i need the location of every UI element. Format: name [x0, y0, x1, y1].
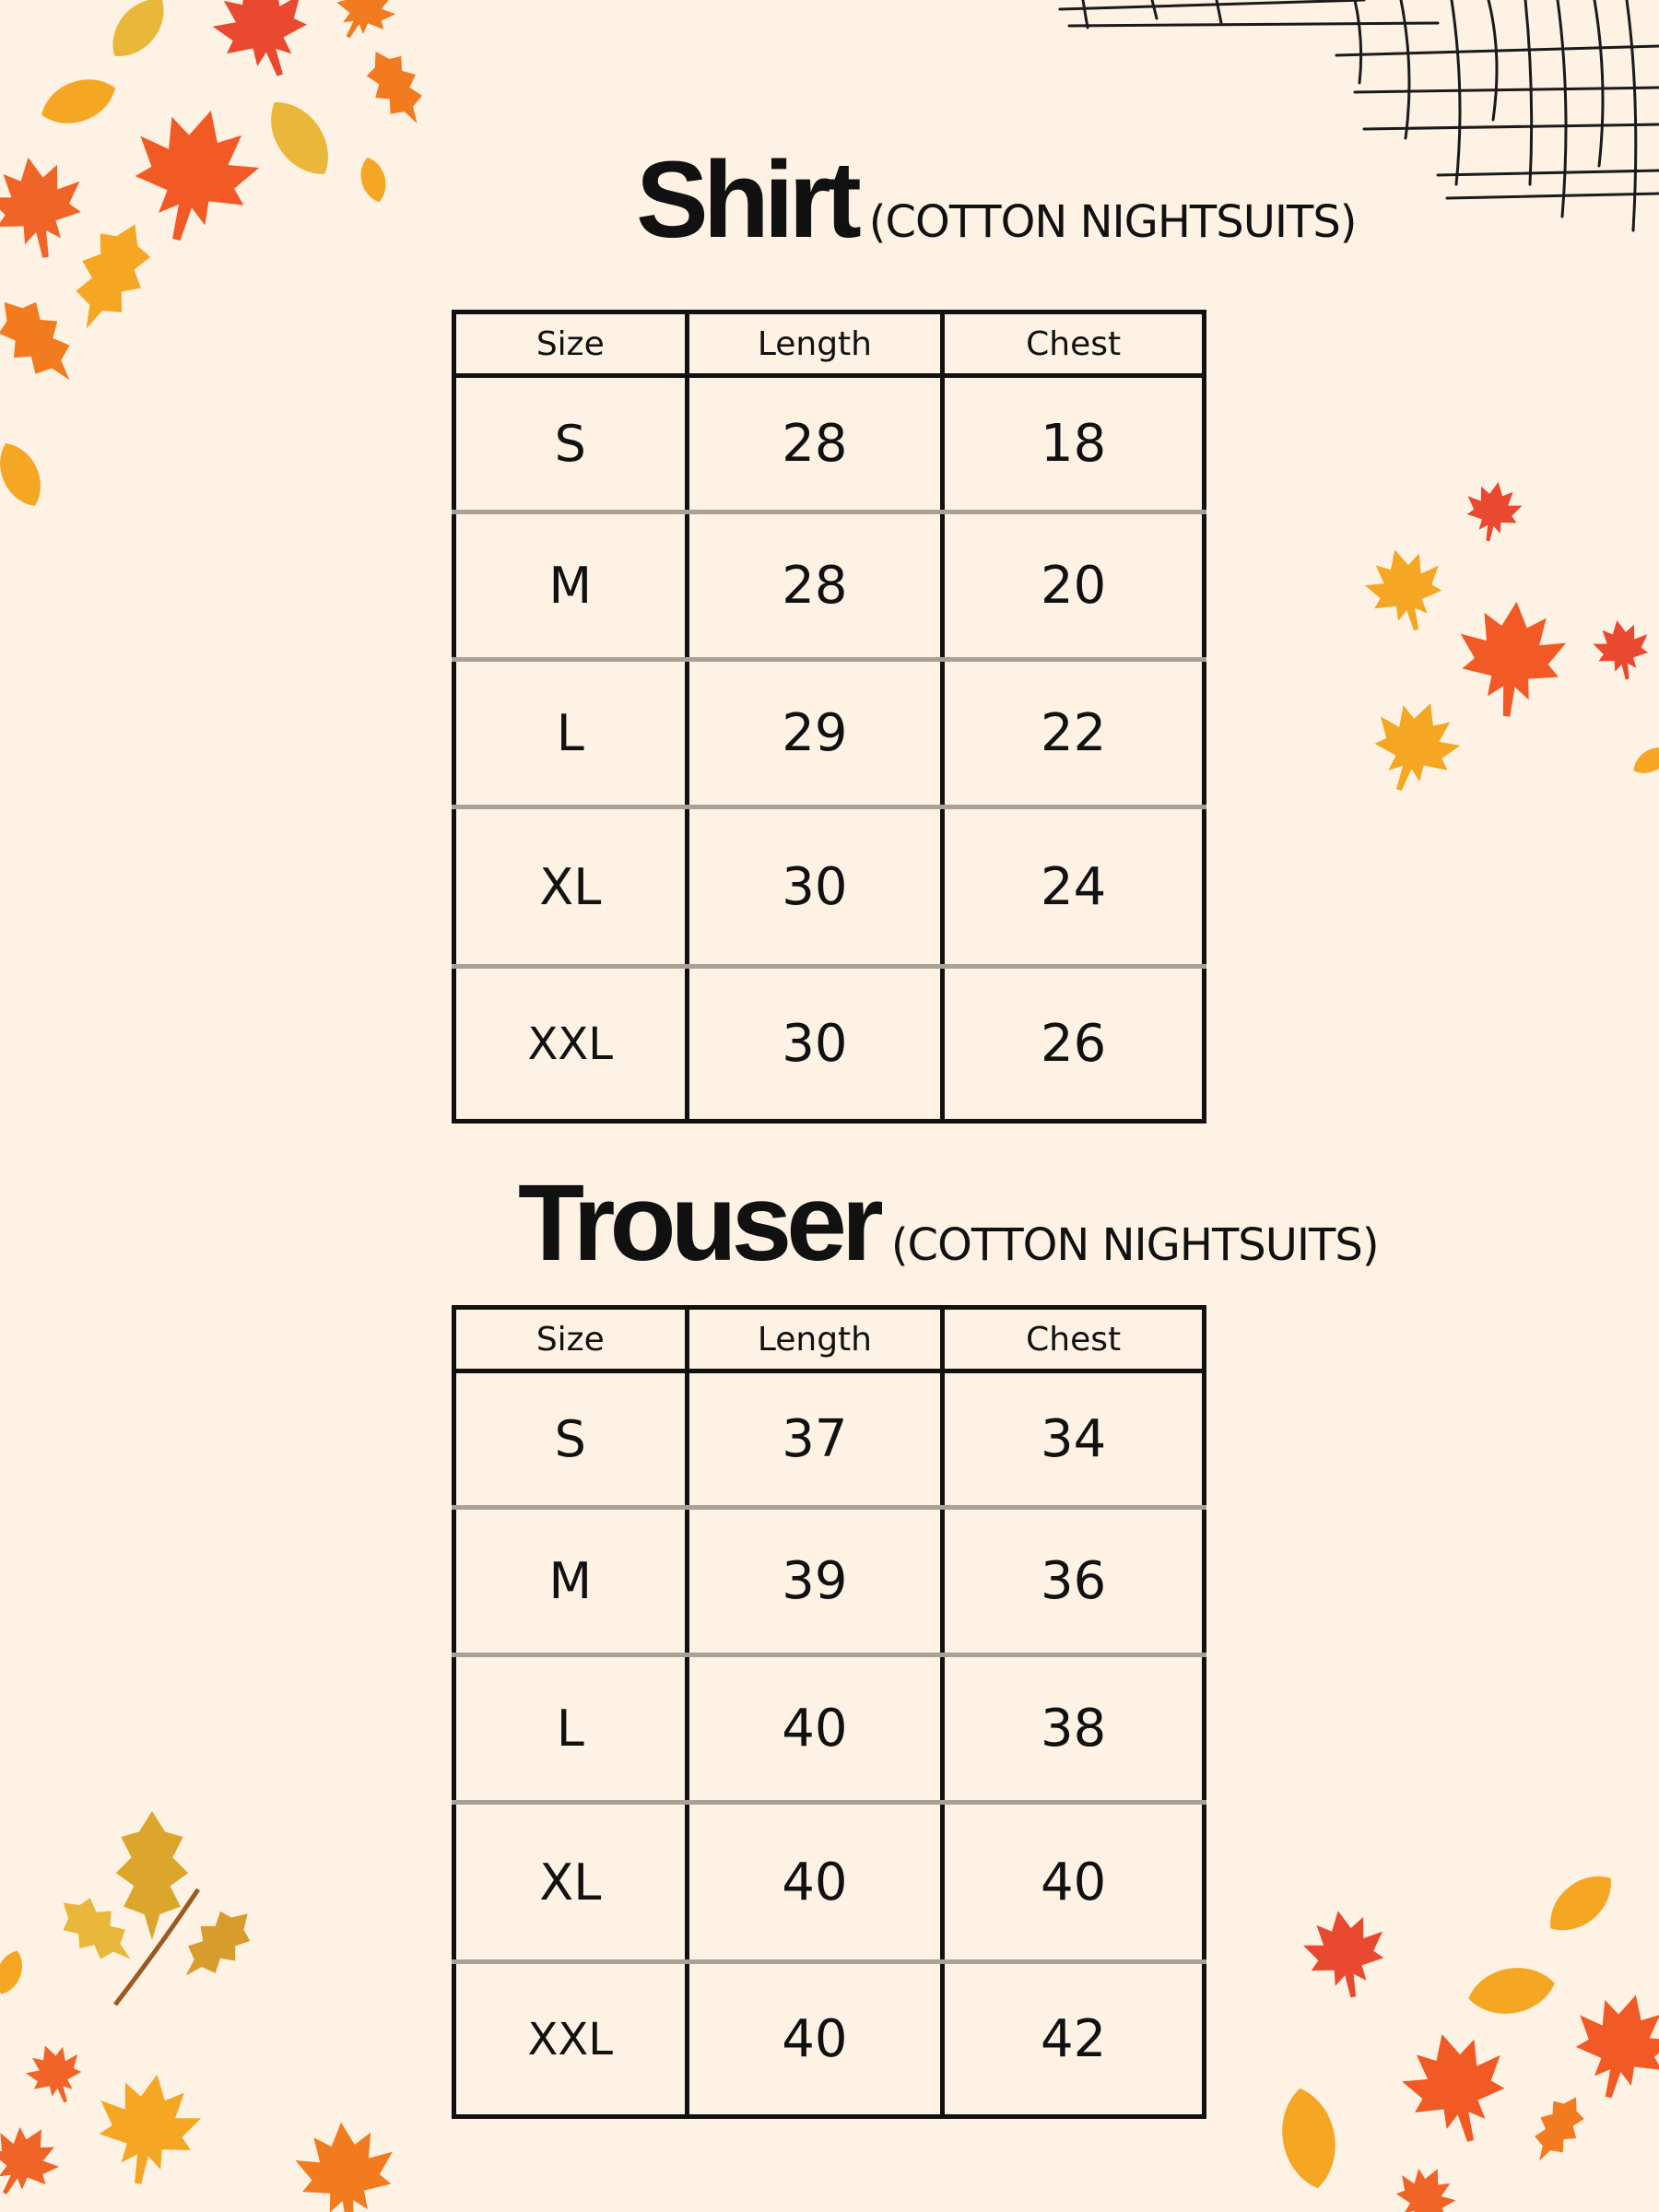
table-row [454, 807, 1205, 967]
shirt-size-table [452, 310, 1206, 1124]
chest-cell: 22 [943, 660, 1205, 807]
oval-leaf-icon [1538, 1863, 1624, 1944]
oval-leaf-icon [0, 436, 51, 513]
maple-leaf-icon [1461, 477, 1525, 546]
notch-leaf-icon [1522, 2087, 1594, 2171]
table-row [454, 1655, 1205, 1803]
length-cell: 40 [687, 1803, 943, 1962]
size-header: Size [454, 312, 688, 376]
maple-leaf-icon [19, 2036, 91, 2112]
oval-leaf-icon [1629, 741, 1659, 780]
maple-leaf-icon [1299, 1904, 1394, 2005]
oval-leaf-icon [256, 89, 343, 187]
size-cell: L [454, 660, 688, 807]
size-cell: XXL [454, 1962, 688, 2117]
size-cell: L [454, 1655, 688, 1803]
length-cell: 28 [687, 376, 943, 512]
oval-leaf-icon [356, 155, 391, 206]
maple-leaf-icon [0, 149, 91, 265]
shirt-title: Shirt [636, 139, 856, 261]
notch-leaf-icon [0, 284, 91, 398]
table-row [454, 1962, 1205, 2117]
chest-cell: 26 [1040, 1014, 1107, 1074]
chest-cell: 36 [943, 1508, 1205, 1655]
size-cell: M [454, 1508, 688, 1655]
length-cell: 29 [687, 660, 943, 807]
length-cell: 30 [687, 807, 943, 967]
trouser-heading [518, 1162, 1379, 1284]
length-cell: 40 [687, 1655, 943, 1803]
chest-cell: 18 [943, 376, 1205, 512]
table-row [454, 1371, 1205, 1508]
length-cell: 37 [687, 1371, 943, 1508]
length-cell: 40 [687, 1962, 943, 2117]
oval-leaf-icon [35, 69, 123, 134]
size-cell: XXL [454, 967, 688, 1122]
table-row [454, 1803, 1205, 1962]
maple-leaf-icon [1383, 2157, 1465, 2212]
chest-cell: 40 [943, 1803, 1205, 1962]
notch-leaf-icon [57, 211, 164, 343]
maple-leaf-icon [1561, 1983, 1659, 2110]
maple-leaf-icon [117, 95, 270, 256]
table-row [454, 967, 1205, 1122]
maple-leaf-icon [323, 0, 406, 52]
table-header-row [454, 1308, 1205, 1371]
trouser-title: Trouser [518, 1162, 878, 1284]
maple-leaf-icon [1590, 616, 1654, 684]
maple-leaf-icon [1359, 688, 1471, 804]
size-cell: S [454, 1371, 688, 1508]
size-header: Size [454, 1308, 688, 1371]
oval-leaf-icon [0, 1947, 29, 1998]
maple-leaf-icon [88, 2065, 207, 2192]
chest-cell: 38 [943, 1655, 1205, 1803]
branch-leaf-icon [48, 1811, 265, 2005]
chest-header: Chest [943, 1308, 1205, 1371]
shirt-subtitle: (COTTON NIGHTSUITS) [868, 196, 1357, 248]
length-header: Length [687, 1308, 943, 1371]
oval-leaf-icon [1465, 1961, 1559, 2020]
table-row [454, 512, 1205, 660]
size-cell: S [454, 376, 688, 512]
size-cell: XL [454, 807, 688, 967]
table-row [454, 1508, 1205, 1655]
length-cell: 30 [687, 967, 943, 1122]
chest-cell: 42 [1040, 2009, 1107, 2069]
shirt-heading [636, 139, 1357, 261]
maple-leaf-icon [1453, 597, 1569, 722]
table-header-row [454, 312, 1205, 376]
oval-leaf-icon [100, 0, 177, 68]
size-cell: M [454, 512, 688, 660]
length-cell: 39 [687, 1508, 943, 1655]
trouser-size-table [452, 1305, 1206, 2119]
notch-leaf-icon [356, 40, 438, 135]
chest-cell: 24 [943, 807, 1205, 967]
table-row [454, 376, 1205, 512]
chest-cell: 34 [943, 1371, 1205, 1508]
maple-leaf-icon [292, 2118, 398, 2212]
chest-header: Chest [943, 312, 1205, 376]
length-cell: 28 [687, 512, 943, 660]
maple-leaf-icon [202, 0, 324, 91]
trouser-subtitle: (COTTON NIGHTSUITS) [890, 1219, 1379, 1271]
length-header: Length [687, 312, 943, 376]
chest-cell: 20 [943, 512, 1205, 660]
maple-leaf-icon [1393, 2021, 1520, 2154]
oval-leaf-icon [1275, 2084, 1343, 2193]
table-row [454, 660, 1205, 807]
maple-leaf-icon [1358, 540, 1453, 640]
size-cell: XL [454, 1803, 688, 1962]
maple-leaf-icon [0, 2112, 71, 2210]
